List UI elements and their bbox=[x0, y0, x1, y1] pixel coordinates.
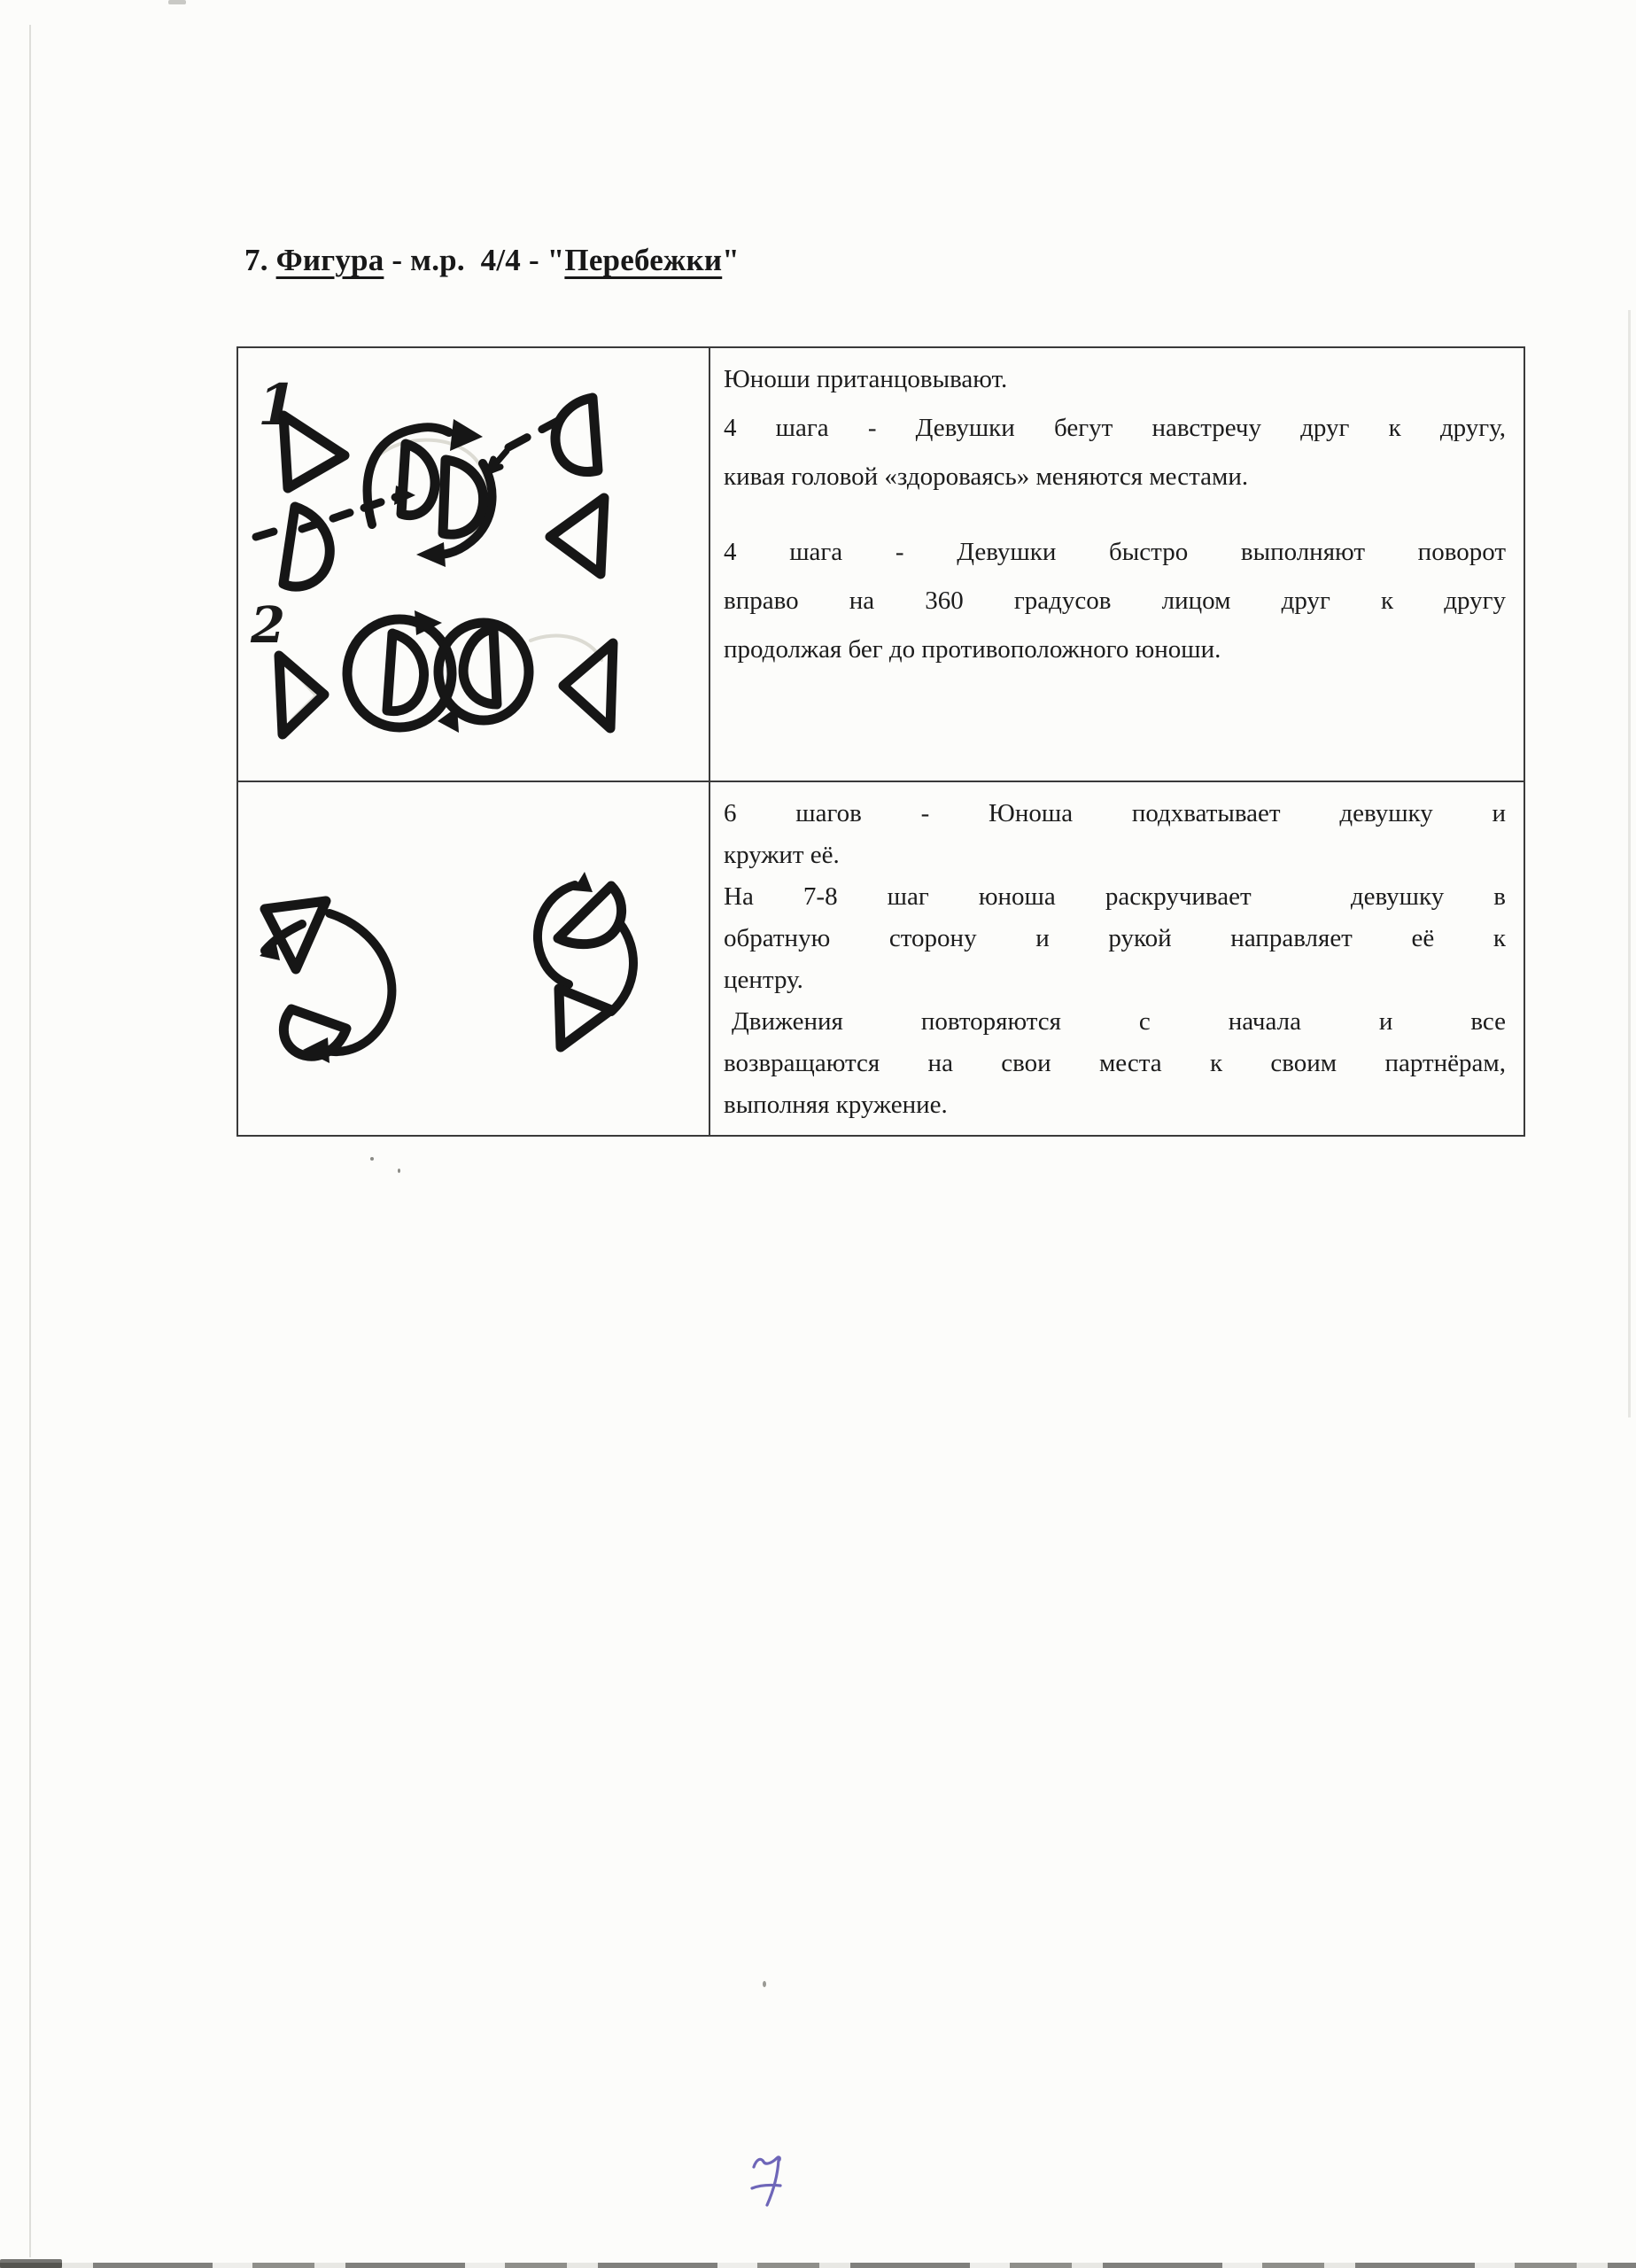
description-cell-row2 bbox=[713, 782, 1524, 1126]
text-line: вправо на 360 градусов лицом друг к другу bbox=[724, 586, 1506, 615]
swirl-arrow-icon bbox=[326, 913, 392, 1052]
dancer-boy-triangle-icon bbox=[550, 498, 604, 574]
title-middle: - м.р. 4/4 - " bbox=[384, 243, 565, 277]
dancer-girl-halfcircle-icon bbox=[387, 633, 424, 711]
text-line: кивая головой «здороваясь» меняются местами. bbox=[724, 462, 1249, 491]
title-dance-name: Перебежки bbox=[564, 243, 723, 277]
table-column-divider bbox=[709, 348, 710, 1135]
scan-speck bbox=[370, 1157, 374, 1161]
text-line: продолжая бег до противоположного юноши. bbox=[724, 635, 1221, 664]
title-close-quote: " bbox=[722, 243, 740, 277]
dancer-boy-triangle-icon bbox=[563, 643, 613, 728]
dance-diagram-row2 bbox=[238, 782, 709, 1135]
text-line: возвращаются на свои места к своим партнёрам, bbox=[724, 1049, 1506, 1077]
paragraph-spacer bbox=[724, 501, 1506, 528]
text-line: кружит её. bbox=[724, 841, 840, 869]
description-cell-row1 bbox=[713, 348, 1524, 674]
dancer-girl-halfcircle-icon bbox=[401, 444, 435, 516]
scan-speck bbox=[763, 1981, 766, 1987]
run-path-dash bbox=[256, 532, 274, 537]
figure-description-table bbox=[236, 346, 1525, 1137]
arrowhead-icon bbox=[450, 419, 483, 451]
title-number: 7. bbox=[244, 243, 276, 277]
scanner-edge-left bbox=[29, 25, 31, 2257]
pen-stroke bbox=[754, 2157, 779, 2167]
dancer-girl-halfcircle-icon bbox=[558, 886, 622, 944]
diagram-label-1: 1 bbox=[258, 372, 298, 439]
dancer-boy-triangle-icon bbox=[559, 989, 611, 1047]
pen-stroke bbox=[767, 2160, 779, 2205]
scan-blot bbox=[0, 2259, 62, 2268]
scan-speck bbox=[398, 1169, 400, 1173]
pen-stroke bbox=[752, 2185, 780, 2188]
text-line: 4 шага - Девушки быстро выполняют поворот bbox=[724, 538, 1506, 566]
dance-diagram-row1 bbox=[238, 348, 709, 781]
dancer-boy-triangle-icon bbox=[279, 656, 324, 734]
text-line: На 7-8 шаг юноша раскручивает девушку в bbox=[724, 882, 1506, 911]
scanner-edge-bottom bbox=[0, 2263, 1636, 2268]
dancer-boy-triangle-icon bbox=[283, 416, 345, 488]
handwritten-page-number bbox=[748, 2151, 795, 2215]
dancer-girl-halfcircle-icon bbox=[463, 629, 497, 704]
dancer-girl-halfcircle-icon bbox=[283, 507, 330, 586]
diagram-label-2: 2 bbox=[251, 596, 285, 655]
scanner-edge-right bbox=[1628, 310, 1631, 1418]
text-line: 6 шагов - Юноша подхватывает девушку и bbox=[724, 799, 1506, 827]
scan-mark bbox=[168, 0, 186, 4]
text-line: 4 шага - Девушки бегут навстречу друг к другу, bbox=[724, 414, 1506, 442]
text-line: центру. bbox=[724, 966, 803, 994]
run-arrow-icon bbox=[489, 451, 507, 471]
dancer-girl-halfcircle-icon bbox=[443, 460, 484, 534]
text-line: выполняя кружение. bbox=[724, 1091, 948, 1119]
text-line: Движения повторяются с начала и все bbox=[732, 1007, 1506, 1036]
title-figure-word: Фигура bbox=[275, 243, 384, 277]
text-line: Юноши пританцовывают. bbox=[724, 365, 1008, 393]
page-title bbox=[244, 243, 740, 278]
arrowhead-icon bbox=[416, 542, 446, 567]
text-line: обратную сторону и рукой направляет её к bbox=[724, 924, 1506, 952]
dancer-girl-halfcircle-icon bbox=[555, 398, 598, 472]
